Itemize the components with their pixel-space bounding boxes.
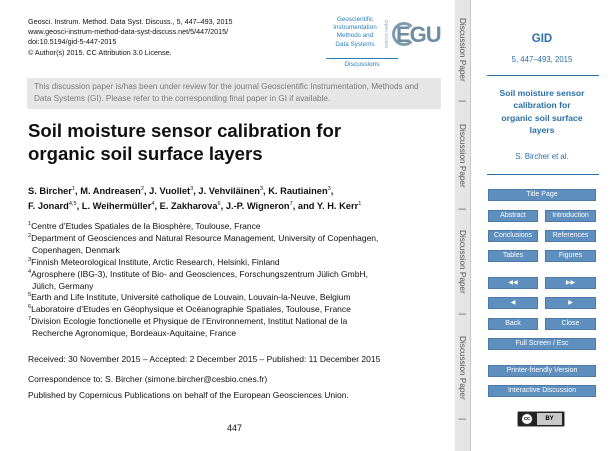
first-page-button[interactable] [488, 277, 538, 289]
skip-first-icon: ◀◀ [508, 280, 518, 286]
panel-title-line: organic soil surface [501, 112, 583, 123]
navigation-panel [470, 0, 612, 451]
tables-button[interactable]: Tables [488, 250, 538, 262]
doi-line: doi:10.5194/gid-5-447-2015 [28, 37, 117, 47]
author-affiliation-marker: 3 [327, 186, 331, 192]
author-affiliation-marker: 4,5 [68, 200, 77, 207]
author-name: Y. H. Kerr [316, 200, 359, 211]
panel-title-line: Soil moisture sensor [499, 88, 585, 98]
journal-logo [306, 16, 446, 74]
affiliation-number: 5 [28, 292, 32, 299]
journal-logo-line: Geoscientific [336, 16, 374, 23]
panel-title-line: layers [529, 124, 555, 135]
affiliation-text: Recherche Agronomique, Bordeaux-Aquitaine, France [32, 328, 237, 339]
author-row: F. Jonard$^{4,5}$, L. Weihermüller$^4$, E. Zakharova$^6$, J.-P. Wigneron$^7$, and Y. H. Kerr$^1$ [28, 200, 362, 211]
author-name: F. Jonard [28, 200, 69, 211]
license-line: © Author(s) 2015. CC Attribution 3.0 License. [28, 47, 172, 57]
cc-by-license-badge[interactable] [517, 411, 565, 427]
author-name: L. Weihermüller [81, 200, 152, 211]
arrow-right-icon: ▶ [568, 300, 573, 306]
abstract-button[interactable]: Abstract [488, 210, 538, 222]
back-button[interactable]: Back [488, 318, 538, 330]
affiliation-text: Department of Geosciences and Natural Resource Management, University of Copenhagen, [31, 232, 379, 243]
affiliation-number: 7 [28, 316, 32, 323]
journal-url[interactable]: www.geosci-instrum-method-data-syst-discuss.net/5/447/2015/ [28, 27, 229, 37]
strip-label: Discussion Paper [458, 336, 467, 400]
affiliation-list [28, 221, 378, 340]
author-affiliation-marker: 1 [71, 186, 76, 192]
strip-separator: | [458, 418, 467, 421]
author-name: S. Bircher [28, 186, 72, 196]
author-affiliation-marker: 4 [151, 200, 155, 207]
discussions-label: Discussions [326, 58, 398, 70]
affiliation-number: 6 [28, 304, 32, 311]
previous-page-button[interactable] [488, 297, 538, 309]
discussion-paper-strip [455, 0, 470, 451]
author-affiliation-marker: 3 [259, 186, 264, 192]
egu-logo-text: EGU [396, 22, 441, 47]
affiliation-number: 3 [28, 256, 32, 263]
received-dates: Received: 30 November 2015 – Accepted: 2 December 2015 – Published: 11 December 2015 [28, 354, 381, 364]
author-name: M. Andreasen [80, 186, 141, 196]
journal-logo-line: Data Systems [335, 40, 375, 48]
affiliation-line [28, 316, 378, 328]
arrow-left-icon: ◀ [510, 300, 516, 306]
affiliation-line [28, 281, 378, 293]
affiliation-line [28, 269, 378, 281]
author-affiliation-marker: 6 [217, 200, 221, 207]
strip-label: Discussion Paper [458, 124, 467, 188]
affiliation-number: 4 [28, 268, 32, 275]
strip-separator: | [458, 313, 467, 316]
fullscreen-button[interactable]: Full Screen / Esc [488, 338, 596, 350]
author-name: J. Vehviläinen [198, 186, 260, 196]
affiliation-line [28, 221, 378, 233]
author-name: K. Rautiainen [268, 186, 328, 196]
author-row: S. Bircher$^1$, M. Andreasen$^2$, J. Vuollet$^3$, J. Vehviläinen$^3$, K. Rautiainen$^3$, [28, 186, 334, 196]
conclusions-button[interactable]: Conclusions [488, 230, 538, 242]
panel-divider [487, 75, 599, 76]
author-name: J. Vuollet [149, 186, 191, 196]
panel-title [471, 87, 612, 136]
affiliation-text: Jülich, Germany [32, 280, 94, 291]
affiliation-line [28, 292, 378, 304]
figures-button[interactable]: Figures [545, 250, 596, 262]
affiliation-text: Finnish Meteorological Institute, Arctic Research, Helsinki, Finland [31, 256, 280, 267]
author-list [28, 184, 361, 214]
close-button[interactable]: Close [545, 318, 596, 330]
strip-label: Discussion Paper [458, 230, 467, 294]
affiliation-text: Earth and Life Institute, Université catholique de Louvain, Louvain-la-Neuve, Belgium [31, 292, 351, 303]
citation-line: Geosci. Instrum. Method. Data Syst. Discuss., 5, 447–493, 2015 [28, 17, 233, 26]
page-number: 447 [227, 423, 243, 433]
last-page-button[interactable] [545, 277, 596, 289]
correspondence: Correspondence to: S. Bircher (simone.bircher@cesbio.cnes.fr) [28, 374, 268, 384]
interactive-discussion-button[interactable]: Interactive Discussion [488, 385, 596, 397]
affiliation-line [28, 233, 378, 245]
panel-author: S. Bircher et al. [515, 152, 569, 161]
author-conjunction: and [297, 200, 315, 211]
affiliation-line [28, 257, 378, 269]
publisher-note: Published by Copernicus Publications on behalf of the European Geosciences Union. [28, 390, 349, 400]
skip-last-icon: ▶▶ [565, 280, 576, 286]
author-affiliation-marker: 3 [190, 186, 194, 192]
introduction-button[interactable]: Introduction [545, 210, 596, 222]
strip-label: Discussion Paper [458, 18, 467, 82]
journal-logo-line: Methods and [336, 32, 374, 40]
title-page-button[interactable]: Title Page [488, 189, 596, 201]
journal-logo-line: Instrumentation [333, 24, 377, 32]
author-name: J.-P. Wigneron [225, 200, 290, 211]
paper-title [28, 119, 341, 165]
affiliation-number: 1 [28, 221, 32, 227]
citation-block [28, 17, 233, 58]
paper-title-line: organic soil surface layers [28, 143, 263, 164]
affiliation-text: Agrosphere (IBG-3), Institute of Bio- and Geosciences, Forschungszentrum Jülich GmbH, [31, 268, 368, 279]
paper-title-line: Soil moisture sensor calibration for [28, 120, 342, 141]
panel-journal-name: GID [531, 33, 553, 45]
affiliation-line [28, 328, 378, 340]
attribution-label: BY [537, 413, 562, 425]
affiliation-text: Division Ecologie fonctionelle et Physique de l’Environnement, Institut National de la [31, 316, 348, 327]
author-name: E. Zakharova [159, 200, 218, 211]
panel-title-line: calibration for [513, 100, 571, 111]
affiliation-text: Centre d’Etudes Spatiales de la Biosphère, Toulouse, France [31, 221, 261, 231]
strip-separator: | [458, 100, 467, 103]
strip-separator: | [458, 208, 467, 211]
creative-commons-icon: cc [521, 413, 533, 425]
affiliation-line [28, 304, 378, 316]
review-notice: This discussion paper is/has been under review for the journal Geoscientific Instrumentation, Methods and Data Systems (GI). Please refer to the corresponding final paper in GI if available. [27, 78, 441, 109]
printer-friendly-button[interactable]: Printer-friendly Version [488, 365, 596, 377]
affiliation-text: Copenhagen, Denmark [32, 244, 120, 255]
affiliation-text: Laboratoire d’Etudes en Géophysique et Océanographie Spatiales, Toulouse, France [31, 304, 351, 315]
next-page-button[interactable] [545, 297, 596, 309]
author-affiliation-marker: 2 [140, 186, 144, 192]
author-affiliation-marker: 1 [358, 200, 362, 207]
affiliation-line [28, 245, 378, 257]
open-access-label: Open Access [383, 20, 388, 49]
references-button[interactable]: References [545, 230, 596, 242]
panel-volume: 5, 447–493, 2015 [511, 55, 573, 64]
affiliation-number: 2 [28, 232, 32, 239]
author-affiliation-marker: 7 [289, 200, 293, 207]
panel-divider [487, 174, 599, 175]
